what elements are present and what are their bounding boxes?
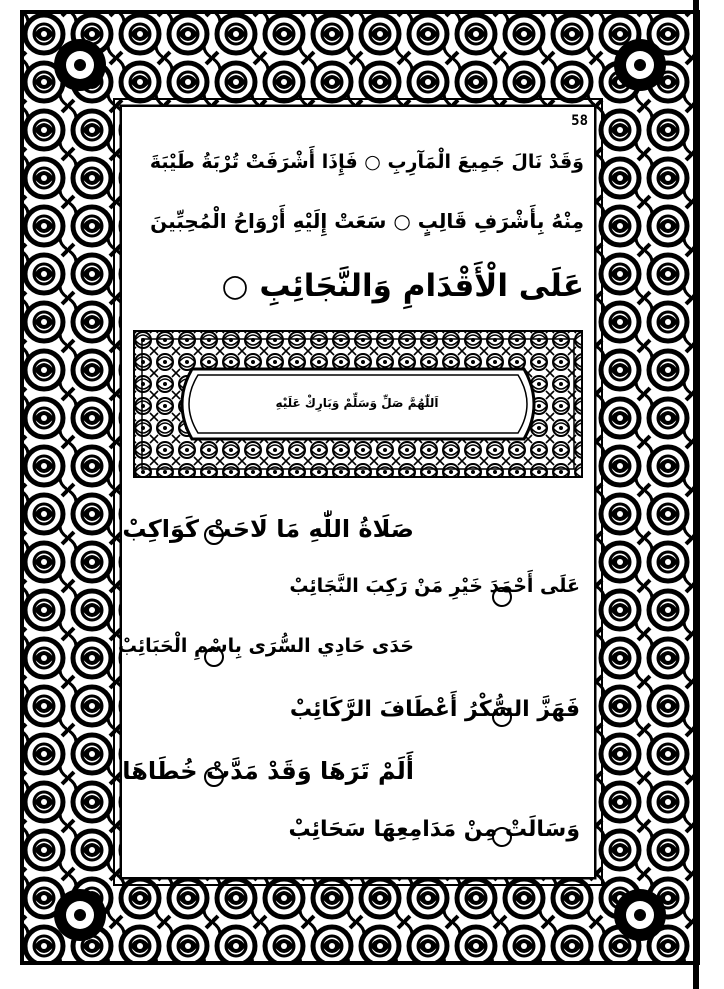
poem-line-4-text: فَهَزَّ السُّكْرُ أَعْطَافَ الرَّكَائِبْ <box>289 697 580 722</box>
poem-line-5-text: أَلَمْ تَرَهَا وَقَدْ مَدَّتْ خُطَاهَا <box>122 757 414 785</box>
verse-line-2: مِنْهُ بِأَشْرَفِ قَالِبٍ ○ سَعَتْ إِلَيْهِ أَرْوَاحُ الْمُحِبِّينَ <box>150 209 584 233</box>
verse-separator-circle <box>204 647 224 667</box>
verse-separator-circle <box>204 767 224 787</box>
poem-line-3-text: حَدَى حَادِي السُّرَى بِاسْمِ الْحَبَائِبْ <box>117 635 414 657</box>
verse-line-3: عَلَى الْأَقْدَامِ وَالنَّجَائِبِ ○ <box>221 268 584 304</box>
poem-line-6-text: وَسَالَتْ مِنْ مَدَامِعِهَا سَحَائِبْ <box>288 817 580 842</box>
poem-line-3 <box>118 637 414 656</box>
poem-line-5 <box>122 759 414 783</box>
poem-line-2-text: عَلَى أَحْمَدَ خَيْرِ مَنْ رَكِبَ النَّجَائِبْ <box>289 575 580 597</box>
verse-line-1: وَقَدْ نَالَ جَمِيعَ الْمَآرِبِ ○ فَإِذَا أَشْرَفَتْ تُرْبَةُ طَيْبَةَ <box>149 151 584 173</box>
verse-separator-circle <box>492 707 512 727</box>
banner-inscription: اَللّٰهُمَّ صَلِّ وَسَلِّمْ وَبَارِكْ عَلَيْهِ <box>275 396 439 410</box>
poem-line-1-text: صَلَاةُ اللّٰهِ مَا لَاحَتْ كَوَاكِبْ <box>122 515 414 543</box>
page-number: 58 <box>571 113 588 129</box>
poem-line-1 <box>122 517 414 541</box>
verse-separator-circle <box>492 587 512 607</box>
poem-line-4 <box>290 699 580 721</box>
text-panel <box>117 107 594 877</box>
page-edge-line <box>693 0 699 989</box>
poem-line-6 <box>288 819 580 841</box>
verse-separator-circle <box>492 827 512 847</box>
verse-separator-circle <box>204 525 224 545</box>
poem-line-2 <box>289 577 580 596</box>
